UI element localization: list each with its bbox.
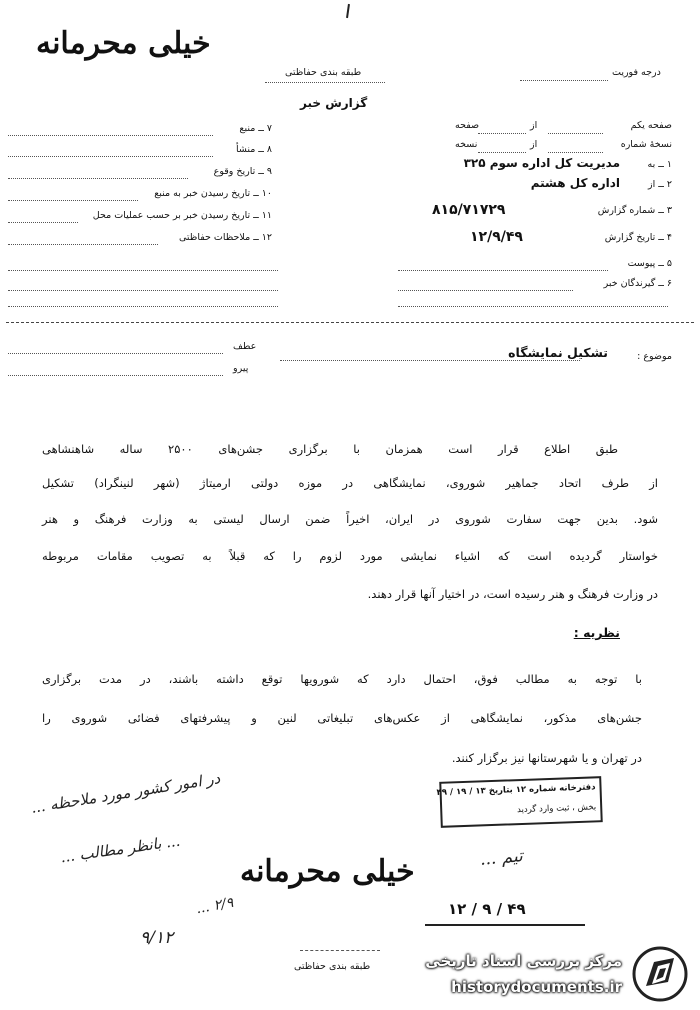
watermark-website: historydocuments.ir bbox=[451, 978, 622, 996]
ref-dotline bbox=[8, 375, 223, 376]
received-stamp-line2: بخش ، ثبت وارد گردید bbox=[516, 802, 597, 816]
field-attachment-label: ۵ ــ پیوست bbox=[627, 258, 672, 269]
classification-stamp-top: خیلی محرمانه bbox=[36, 26, 211, 61]
field-report-date-label: ۴ ــ تاریخ گزارش bbox=[604, 232, 672, 243]
bottom-date: ۱۲ / ۹ / ۴۹ bbox=[448, 900, 526, 918]
field-dotline bbox=[478, 152, 526, 153]
body-line-last: در وزارت فرهنگ و هنر رسیده است، در اختیار آنها قرار دهند. bbox=[367, 587, 658, 601]
opinion-line: جشن‌های مذکور، نمایشگاهی از عکس‌های تبلیغاتی لنین و پیشرفتهای فضائی شوروی را bbox=[42, 711, 642, 725]
field-dotline bbox=[478, 133, 526, 134]
field-security-notes-label: ۱۲ ــ ملاحظات حفاظتی bbox=[178, 232, 272, 243]
field-from-label: ۲ ــ از bbox=[648, 179, 672, 190]
watermark-org-name: مرکز بررسی اسناد تاریخی bbox=[425, 952, 622, 970]
subject-label: موضوع : bbox=[637, 351, 672, 362]
field-dotline bbox=[8, 200, 138, 201]
field-report-number-label: ۳ ــ شماره گزارش bbox=[597, 205, 672, 216]
received-stamp bbox=[436, 776, 603, 828]
top-tick-mark bbox=[346, 4, 350, 18]
field-from-value: اداره کل هشتم bbox=[530, 176, 620, 190]
handwritten-signature-note: تیم ... bbox=[479, 846, 524, 870]
field-dotline bbox=[8, 135, 213, 136]
received-stamp-line1: دفترخانه شماره ۱۲ بتاریخ ۱۳ / ۱۹ / ۴۹ bbox=[436, 782, 596, 798]
header-divider bbox=[6, 322, 694, 323]
field-page-mid: از bbox=[530, 120, 538, 131]
field-received-by-source-label: ۱۰ ــ تاریخ رسیدن خبر به منبع bbox=[154, 188, 272, 199]
field-page-label: صفحه یکم bbox=[630, 120, 672, 131]
footer-level-label: طبقه بندی حفاظتی bbox=[294, 961, 371, 972]
field-copy-mid: از bbox=[530, 139, 538, 150]
bottom-date-underline bbox=[425, 924, 585, 926]
body-line: خواستار گردیده است که اشیاء نمایشی مورد لزوم را که قبلاً به تصویب مقامات مربوطه bbox=[42, 549, 658, 563]
field-dotline bbox=[8, 290, 278, 291]
field-dotline bbox=[398, 270, 608, 271]
ref-label-atf: عطف bbox=[233, 341, 257, 352]
field-dotline bbox=[8, 270, 278, 271]
field-dotline bbox=[8, 244, 158, 245]
handwritten-note: ... ۲/۹ bbox=[194, 894, 235, 918]
level-dotline bbox=[265, 82, 385, 83]
handwritten-note: ... بانظر مطالب ... bbox=[59, 831, 182, 867]
field-copy-label: نسخهٔ شماره bbox=[620, 139, 672, 150]
ref-dotline bbox=[8, 353, 223, 354]
field-occurrence-date-label: ۹ ــ تاریخ وقوع bbox=[213, 166, 272, 177]
field-to-value: مدیریت کل اداره سوم ۳۲۵ bbox=[463, 156, 620, 170]
urgency-label: درجه فوریت bbox=[612, 67, 661, 78]
subject-dotline bbox=[280, 360, 580, 361]
handwritten-date-left: ۹/۱۲ bbox=[140, 928, 174, 948]
field-dotline bbox=[8, 306, 278, 307]
watermark-logo-icon bbox=[632, 946, 688, 1002]
body-line: طبق اطلاع قرار است همزمان با برگزاری جشن‌های ۲۵۰۰ ساله شاهنشاهی bbox=[42, 442, 618, 456]
field-dotline bbox=[8, 178, 188, 179]
subject-value: تشکیل نمایشگاه bbox=[508, 345, 608, 360]
field-dotline bbox=[8, 156, 213, 157]
handwritten-note: در امور کشور مورد ملاحظه ... bbox=[29, 769, 222, 817]
field-dotline bbox=[398, 290, 573, 291]
footer-dash bbox=[300, 950, 380, 951]
field-page-end: صفحه bbox=[455, 120, 480, 131]
field-report-date-value: ۱۲/۹/۴۹ bbox=[470, 229, 523, 245]
field-copy-end: نسخه bbox=[455, 139, 478, 150]
field-to-label: ۱ ــ به bbox=[647, 159, 672, 170]
field-dotline bbox=[8, 222, 78, 223]
report-title: گزارش خبر bbox=[300, 96, 368, 110]
field-dotline bbox=[548, 152, 603, 153]
classification-stamp-bottom: خیلی محرمانه bbox=[240, 854, 415, 889]
field-received-ops-label: ۱۱ ــ تاریخ رسیدن خبر بر حسب عملیات محل bbox=[92, 210, 272, 221]
field-dotline bbox=[548, 133, 603, 134]
field-recipients-label: ۶ ــ گیرندگان خبر bbox=[603, 278, 672, 289]
urgency-dotline bbox=[520, 80, 608, 81]
opinion-line: با توجه به مطالب فوق، احتمال دارد که شورویها توقع داشته باشند، در مدت برگزاری bbox=[42, 672, 642, 686]
body-line: شود. بدین جهت سفارت شوروی در ایران، اخیراً ضمن ارسال لیستی به وزارت فرهنگ و هنر bbox=[42, 512, 658, 526]
classification-level-label: طبقه بندی حفاظتی bbox=[285, 67, 362, 78]
field-origin-label: ۸ ــ منشأ bbox=[235, 144, 272, 155]
field-report-number-value: ۸۱۵/۷۱۷۲۹ bbox=[432, 202, 506, 218]
field-dotline bbox=[398, 306, 668, 307]
body-line: از طرف اتحاد جماهیر شوروی، نمایشگاهی در موزه دولتی ارمیتاژ (شهر لنینگراد) تشکیل bbox=[42, 476, 658, 490]
ref-label-peyro: پیرو bbox=[233, 363, 249, 374]
opinion-line-last: در تهران و یا شهرستانها نیز برگزار کنند. bbox=[451, 751, 642, 765]
field-source-label: ۷ ــ منبع bbox=[239, 123, 272, 134]
opinion-heading: نظریه : bbox=[573, 625, 620, 640]
